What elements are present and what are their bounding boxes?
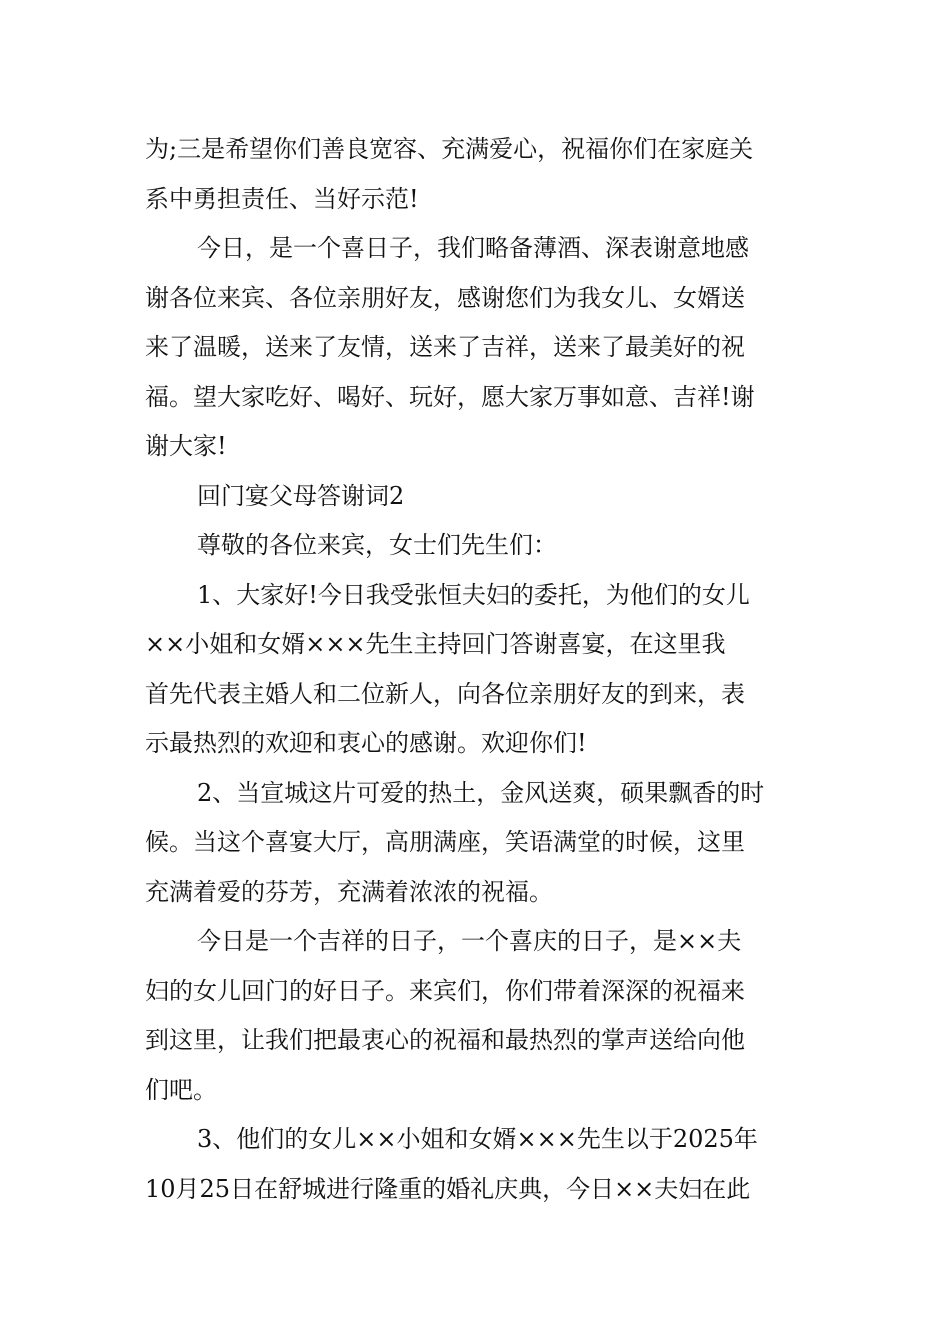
paragraph <box>145 917 810 1115</box>
section-heading <box>145 472 810 522</box>
text-line: 3、他们的女儿××小姐和女婿×××先生以于2025年 <box>197 1125 758 1153</box>
text-line: 尊敬的各位来宾，女士们先生们： <box>197 531 557 559</box>
text-line: 谢各位来宾、各位亲朋好友，感谢您们为我女儿、女婿送 <box>145 283 745 312</box>
heading-text: 回门宴父母答谢词2 <box>197 481 405 510</box>
text-line: ××小姐和女婿×××先生主持回门答谢喜宴，在这里我 <box>145 630 726 658</box>
text-line: 今日，是一个喜日子，我们略备薄酒、深表谢意地感 <box>197 234 749 262</box>
document-body <box>145 125 810 1214</box>
text-line: 首先代表主婚人和二位新人，向各位亲朋好友的到来，表 <box>145 679 745 708</box>
paragraph <box>145 125 810 224</box>
text-line: 10月25日在舒城进行隆重的婚礼庆典，今日××夫妇在此 <box>145 1174 751 1203</box>
text-line: 示最热烈的欢迎和衷心的感谢。欢迎你们! <box>145 729 587 757</box>
text-line: 来了温暖，送来了友情，送来了吉祥，送来了最美好的祝 <box>145 333 745 361</box>
text-line: 充满着爱的芬芳，充满着浓浓的祝福。 <box>145 877 553 906</box>
paragraph <box>145 769 810 918</box>
text-line: 为;三是希望你们善良宽容、充满爱心，祝福你们在家庭关 <box>145 135 754 163</box>
text-line: 1、大家好!今日我受张恒夫妇的委托，为他们的女儿 <box>197 580 750 609</box>
text-line: 妇的女儿回门的好日子。来宾们，你们带着深深的祝福来 <box>145 976 745 1005</box>
paragraph <box>145 224 810 472</box>
paragraph <box>145 1115 810 1214</box>
text-line: 到这里，让我们把最衷心的祝福和最热烈的掌声送给向他 <box>145 1026 745 1054</box>
salutation <box>145 521 810 571</box>
text-line: 2、当宣城这片可爱的热土，金风送爽，硕果飘香的时 <box>197 778 765 807</box>
paragraph <box>145 571 810 769</box>
text-line: 们吧。 <box>145 1075 217 1104</box>
text-line: 今日是一个吉祥的日子，一个喜庆的日子，是××夫 <box>197 927 742 955</box>
text-line: 福。望大家吃好、喝好、玩好，愿大家万事如意、吉祥!谢 <box>145 382 755 411</box>
text-line: 候。当这个喜宴大厅，高朋满座，笑语满堂的时候，这里 <box>145 828 745 856</box>
text-line: 系中勇担责任、当好示范! <box>145 184 419 213</box>
text-line: 谢大家! <box>145 432 227 460</box>
